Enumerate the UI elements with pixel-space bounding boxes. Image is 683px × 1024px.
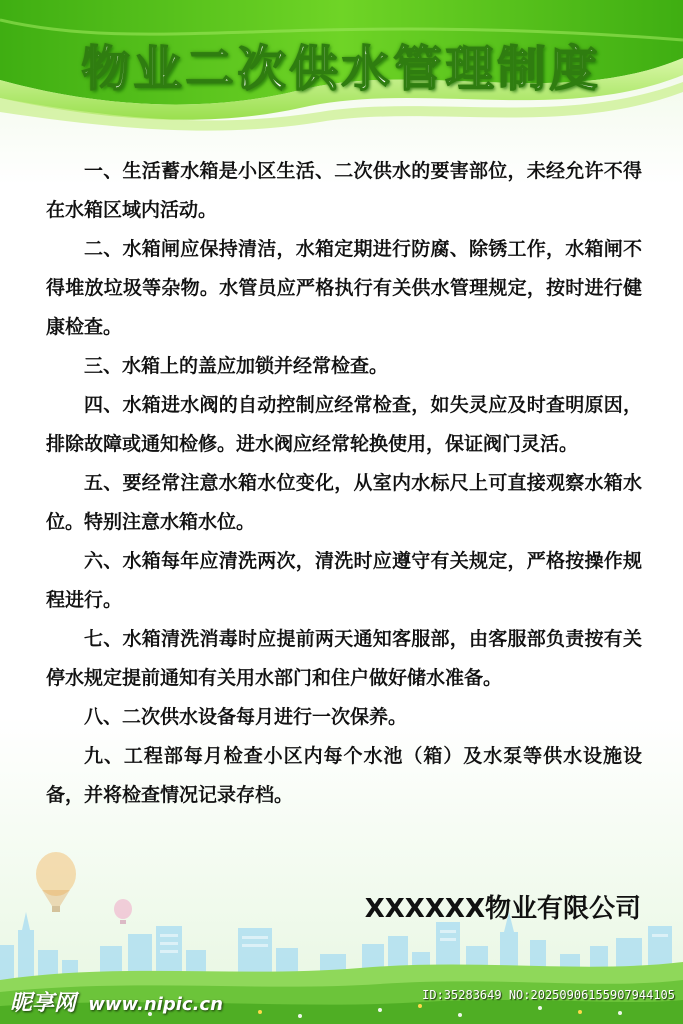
watermark-logo: 昵享网: [10, 991, 77, 1016]
rule-paragraph-4: 四、水箱进水阀的自动控制应经常检查，如失灵应及时查明原因，排除故障或通知检修。进水阀应经常轮换使用，保证阀门灵活。: [46, 394, 642, 455]
page-title: 物业二次供水管理制度: [81, 41, 602, 97]
watermark-id: ID:35283649 NO:20250906155907944105: [422, 988, 675, 1002]
rule-paragraph-2: 二、水箱闸应保持清洁，水箱定期进行防腐、除锈工作，水箱闸不得堆放垃圾等杂物。水管员应严格执行有关供水管理规定，按时进行健康检查。: [46, 238, 642, 338]
balloon-icon: [36, 852, 76, 912]
rule-paragraph-7: 七、水箱清洗消毒时应提前两天通知客服部，由客服部负责按有关停水规定提前通知有关用水部门和住户做好储水准备。: [46, 628, 642, 689]
header-banner: [0, 0, 683, 140]
watermark-site: [10, 986, 223, 1017]
rule-paragraph-1: 一、生活蓄水箱是小区生活、二次供水的要害部位，未经允许不得在水箱区域内活动。: [46, 160, 642, 221]
company-name: XXXXXX物业有限公司: [364, 894, 641, 924]
watermark-url: www.nipic.cn: [88, 994, 223, 1015]
rule-paragraph-6: 六、水箱每年应清洗两次，清洗时应遵守有关规定，严格按操作规程进行。: [46, 550, 642, 611]
rules-body: [46, 152, 642, 815]
balloon-icon: [114, 899, 132, 924]
rule-paragraph-9: 九、工程部每月检查小区内每个水池（箱）及水泵等供水设施设备，并将检查情况记录存档。: [46, 745, 642, 806]
rule-paragraph-5: 五、要经常注意水箱水位变化，从室内水标尺上可直接观察水箱水位。特别注意水箱水位。: [46, 472, 642, 533]
rule-paragraph-3: 三、水箱上的盖应加锁并经常检查。: [84, 355, 389, 377]
rule-paragraph-8: 八、二次供水设备每月进行一次保养。: [84, 706, 408, 728]
